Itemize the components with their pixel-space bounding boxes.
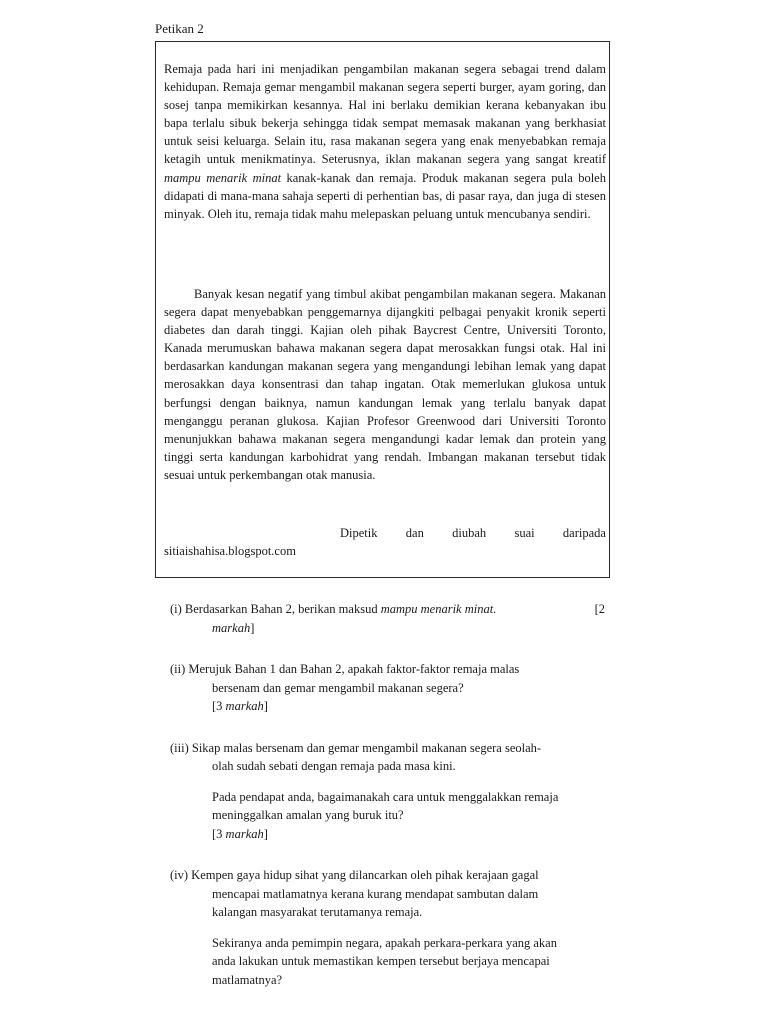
- question-2: [170, 660, 605, 716]
- question-list: [170, 600, 605, 1012]
- q3-marks-close: ]: [263, 826, 268, 841]
- question-3: [170, 739, 605, 844]
- q3-line-4: meninggalkan amalan yang buruk itu?: [212, 808, 404, 822]
- q4-line-6: matlamatnya?: [212, 972, 283, 987]
- credit-word-5: daripada: [562, 526, 606, 540]
- q4-line-1: (iv) Kempen gaya hidup sihat yang dilancarkan oleh pihak kerajaan gagal: [170, 868, 539, 882]
- question-1: [170, 600, 605, 637]
- q2-line-1: (ii) Merujuk Bahan 1 dan Bahan 2, apakah faktor-faktor remaja malas: [170, 662, 520, 676]
- passage-paragraph-1: [164, 60, 606, 223]
- source-credit: [164, 524, 606, 560]
- credit-word-4: suai: [514, 526, 535, 540]
- p2-text: Banyak kesan negatif yang timbul akibat pengambilan makanan segera. Makanan segera dapat menyebabkan penggemarnya dijangkiti pelbagai penyakit kronik seperti diabetes dan darah tinggi. Kajian oleh pihak Baycrest Centre, Universiti Toronto, Kanada merumuskan bahawa makanan segera dapat merosakkan fungsi otak. Hal ini berdasarkan kandungan makanan segera yang mengandungi lebihan lemak yang dapat merosakkan daya konsentrasi dan tahap ingatan. Otak memerlukan glukosa untuk berfungsi dengan baiknya, namun kandungan lemak yang terlalu banyak dapat menganggu peranan glukosa. Kajian Profesor Greenwood dari Universiti Toronto menunjukkan bahawa makanan segera mengandungi kadar lemak dan protein yang tinggi serta kandungan karbohidrat yang rendah. Imbangan makanan tersebut tidak sesuai untuk perkembangan otak manusia.: [164, 287, 606, 482]
- credit-word-2: dan: [405, 526, 424, 540]
- q4-line-3: kalangan masyarakat terutamanya remaja.: [212, 905, 423, 919]
- q2-marks-num: [3: [212, 699, 226, 713]
- q1-marks-word: markah: [212, 620, 251, 635]
- credit-word-1: Dipetik: [340, 526, 378, 540]
- q2-line-2: bersenam dan gemar mengambil makanan segera?: [212, 680, 464, 695]
- q3-line-1: (iii) Sikap malas bersenam dan gemar mengambil makanan segera seolah-: [170, 740, 542, 755]
- q3-marks-word: markah: [225, 826, 264, 841]
- q3-marks-num: [3: [212, 826, 226, 841]
- passage-paragraph-2: [164, 285, 606, 484]
- q1-text: (i) Berdasarkan Bahan 2, berikan maksud: [170, 602, 381, 616]
- p1-text-start: Remaja pada hari ini menjadikan pengambilan makanan segera sebagai trend dalam kehidupan. Remaja gemar mengambil makanan segera seperti burger, ayam goring, dan sosej tanpa memikirkan kesannya. Hal ini berlaku demikian kerana kebanyakan ibu bapa terlalu sibuk bekerja sehingga tidak sempat memasak makanan yang berkhasiat untuk seisi keluarga. Selain itu, rasa makanan segera yang enak menyebabkan remaja ketagih untuk menikmatinya. Seterusnya, iklan makanan segera yang sangat kreatif: [164, 62, 606, 167]
- q3-line-3: Pada pendapat anda, bagaimanakah cara untuk menggalakkan remaja: [212, 789, 559, 804]
- q1-marks-close: ]: [250, 620, 255, 635]
- q1-italic-phrase: mampu menarik minat.: [380, 602, 497, 616]
- p1-text-end: kanak-kanak dan remaja. Produk makanan segera pula boleh didapati di mana-mana sahaja seperti di perhentian bas, di pasar raya, dan juga di stesen minyak. Oleh itu, remaja tidak mahu melepaskan peluang untuk mencubanya sendiri.: [164, 170, 606, 221]
- passage-box: [155, 41, 610, 578]
- q3-line-2: olah sudah sebati dengan remaja pada masa kini.: [212, 759, 456, 773]
- p1-italic-phrase: mampu menarik minat: [164, 170, 282, 185]
- credit-word-3: diubah: [452, 526, 487, 540]
- passage-heading: Petikan 2: [155, 21, 204, 36]
- q2-marks-word: markah: [225, 699, 264, 713]
- q1-marks-open: [2: [594, 602, 605, 616]
- q4-line-4: Sekiranya anda pemimpin negara, apakah perkara-perkara yang akan: [212, 935, 557, 950]
- q4-line-5: anda lakukan untuk memastikan kempen tersebut berjaya mencapai: [212, 954, 550, 968]
- q4-line-2: mencapai matlamatnya kerana kurang mendapat sambutan dalam: [212, 886, 539, 901]
- question-4: [170, 866, 605, 989]
- credit-source: sitiaishahisa.blogspot.com: [164, 544, 296, 558]
- q2-marks-close: ]: [263, 699, 268, 713]
